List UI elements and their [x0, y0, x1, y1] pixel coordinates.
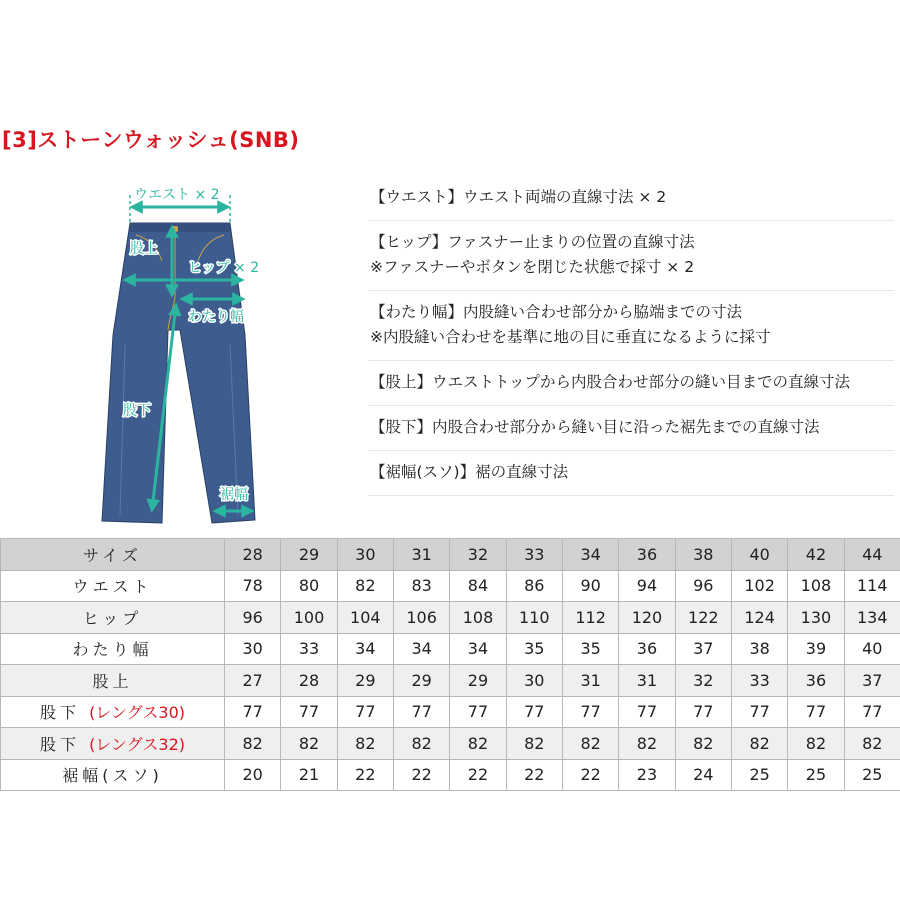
table-cell: 82 — [844, 728, 900, 760]
table-cell: 33 — [281, 633, 337, 665]
table-cell: 77 — [731, 696, 787, 728]
table-cell: 82 — [337, 570, 393, 602]
size-header-cell: 32 — [450, 539, 506, 571]
desc-rise: 【股上】ウエストトップから内股合わせ部分の縫い目までの直線寸法 — [368, 361, 894, 406]
size-chart-table — [0, 538, 900, 791]
table-cell: 30 — [225, 633, 281, 665]
table-cell: 82 — [562, 728, 618, 760]
table-cell: 29 — [337, 665, 393, 697]
table-cell: 77 — [506, 696, 562, 728]
size-header-cell: 38 — [675, 539, 731, 571]
table-cell: 96 — [675, 570, 731, 602]
measurement-descriptions — [368, 176, 894, 496]
table-cell: 27 — [225, 665, 281, 697]
table-row — [1, 665, 900, 697]
row-label — [1, 665, 225, 697]
row-label-text: 股上 — [92, 671, 133, 691]
table-cell: 82 — [337, 728, 393, 760]
row-label — [1, 728, 225, 760]
table-cell: 82 — [619, 728, 675, 760]
table-row — [1, 759, 900, 791]
table-cell: 134 — [844, 602, 900, 634]
table-cell: 84 — [450, 570, 506, 602]
table-cell: 100 — [281, 602, 337, 634]
table-cell: 112 — [562, 602, 618, 634]
table-cell: 33 — [731, 665, 787, 697]
table-cell: 28 — [281, 665, 337, 697]
size-header-cell: 33 — [506, 539, 562, 571]
table-cell: 34 — [337, 633, 393, 665]
table-cell: 82 — [506, 728, 562, 760]
table-row — [1, 570, 900, 602]
table-row — [1, 633, 900, 665]
table-cell: 82 — [281, 728, 337, 760]
table-cell: 25 — [731, 759, 787, 791]
desc-hem: 【裾幅(スソ)】裾の直線寸法 — [368, 451, 894, 496]
size-header-cell: 34 — [562, 539, 618, 571]
table-cell: 36 — [788, 665, 844, 697]
hem-label: 裾幅 — [220, 487, 248, 503]
table-cell: 40 — [844, 633, 900, 665]
table-cell: 124 — [731, 602, 787, 634]
table-cell: 77 — [562, 696, 618, 728]
table-cell: 114 — [844, 570, 900, 602]
table-cell: 22 — [450, 759, 506, 791]
jeans-measurement-diagram — [80, 175, 300, 525]
row-label-text: わたり幅 — [72, 640, 153, 660]
row-label — [1, 570, 225, 602]
table-cell: 96 — [225, 602, 281, 634]
table-cell: 77 — [337, 696, 393, 728]
table-cell: 35 — [562, 633, 618, 665]
table-cell: 24 — [675, 759, 731, 791]
table-cell: 94 — [619, 570, 675, 602]
row-label — [1, 759, 225, 791]
table-cell: 37 — [675, 633, 731, 665]
row-label-note: (レングス30) — [89, 703, 186, 723]
desc-thigh: 【わたり幅】内股縫い合わせ部分から脇端までの寸法 ※内股縫い合わせを基準に地の目に垂直になるように採寸 — [368, 291, 894, 361]
table-cell: 82 — [675, 728, 731, 760]
table-cell: 82 — [731, 728, 787, 760]
table-cell: 22 — [337, 759, 393, 791]
page-title: [3]ストーンウォッシュ(SNB) — [2, 128, 300, 152]
table-cell: 29 — [393, 665, 449, 697]
table-cell: 120 — [619, 602, 675, 634]
table-cell: 34 — [450, 633, 506, 665]
size-header-cell: 42 — [788, 539, 844, 571]
table-cell: 83 — [393, 570, 449, 602]
thigh-label: わたり幅 — [188, 309, 244, 325]
table-cell: 82 — [788, 728, 844, 760]
table-cell: 31 — [562, 665, 618, 697]
size-header-cell: 36 — [619, 539, 675, 571]
table-cell: 20 — [225, 759, 281, 791]
waist-label: ウエスト × 2 — [134, 187, 220, 203]
size-header-cell: 30 — [337, 539, 393, 571]
inseam-label: 股下 — [123, 403, 151, 419]
size-header-cell: 31 — [393, 539, 449, 571]
size-header-cell: 44 — [844, 539, 900, 571]
desc-hip: 【ヒップ】ファスナー止まりの位置の直線寸法 ※ファスナーやボタンを閉じた状態で採寸 × 2 — [368, 221, 894, 291]
table-row — [1, 728, 900, 760]
table-cell: 90 — [562, 570, 618, 602]
table-cell: 25 — [844, 759, 900, 791]
row-label-note: (レングス32) — [89, 734, 186, 754]
table-cell: 82 — [450, 728, 506, 760]
table-cell: 30 — [506, 665, 562, 697]
table-cell: 82 — [393, 728, 449, 760]
table-cell: 77 — [450, 696, 506, 728]
row-label-text: ウエスト — [72, 577, 153, 597]
table-cell: 31 — [619, 665, 675, 697]
table-cell: 80 — [281, 570, 337, 602]
table-cell: 108 — [788, 570, 844, 602]
table-cell: 77 — [619, 696, 675, 728]
table-cell: 108 — [450, 602, 506, 634]
table-cell: 37 — [844, 665, 900, 697]
table-cell: 77 — [393, 696, 449, 728]
table-cell: 21 — [281, 759, 337, 791]
desc-inseam: 【股下】内股合わせ部分から縫い目に沿った裾先までの直線寸法 — [368, 406, 894, 451]
table-cell: 39 — [788, 633, 844, 665]
table-cell: 38 — [731, 633, 787, 665]
table-cell: 23 — [619, 759, 675, 791]
size-header-cell: 28 — [225, 539, 281, 571]
table-cell: 122 — [675, 602, 731, 634]
size-header-label: サイズ — [1, 539, 225, 571]
table-cell: 77 — [675, 696, 731, 728]
table-cell: 22 — [506, 759, 562, 791]
table-cell: 130 — [788, 602, 844, 634]
table-cell: 22 — [562, 759, 618, 791]
table-cell: 35 — [506, 633, 562, 665]
table-cell: 29 — [450, 665, 506, 697]
table-cell: 32 — [675, 665, 731, 697]
table-cell: 77 — [788, 696, 844, 728]
table-cell: 77 — [281, 696, 337, 728]
table-cell: 104 — [337, 602, 393, 634]
row-label-text: 裾幅(スソ) — [62, 766, 163, 786]
size-header-cell: 40 — [731, 539, 787, 571]
row-label-text: 股下 — [39, 734, 80, 754]
table-row — [1, 602, 900, 634]
table-cell: 82 — [225, 728, 281, 760]
table-cell: 22 — [393, 759, 449, 791]
desc-waist: 【ウエスト】ウエスト両端の直線寸法 × 2 — [368, 176, 894, 221]
table-cell: 86 — [506, 570, 562, 602]
size-header-row — [1, 539, 900, 571]
table-row — [1, 696, 900, 728]
table-cell: 102 — [731, 570, 787, 602]
table-cell: 110 — [506, 602, 562, 634]
table-cell: 25 — [788, 759, 844, 791]
row-label — [1, 696, 225, 728]
row-label-text: ヒップ — [82, 608, 143, 628]
table-cell: 36 — [619, 633, 675, 665]
table-cell: 34 — [393, 633, 449, 665]
table-cell: 77 — [844, 696, 900, 728]
size-header-cell: 29 — [281, 539, 337, 571]
table-cell: 78 — [225, 570, 281, 602]
row-label — [1, 602, 225, 634]
row-label — [1, 633, 225, 665]
row-label-text: 股下 — [39, 703, 80, 723]
table-cell: 106 — [393, 602, 449, 634]
rise-label: 股上 — [130, 241, 158, 257]
table-cell: 77 — [225, 696, 281, 728]
hip-label: ヒップ × 2 — [188, 260, 260, 276]
